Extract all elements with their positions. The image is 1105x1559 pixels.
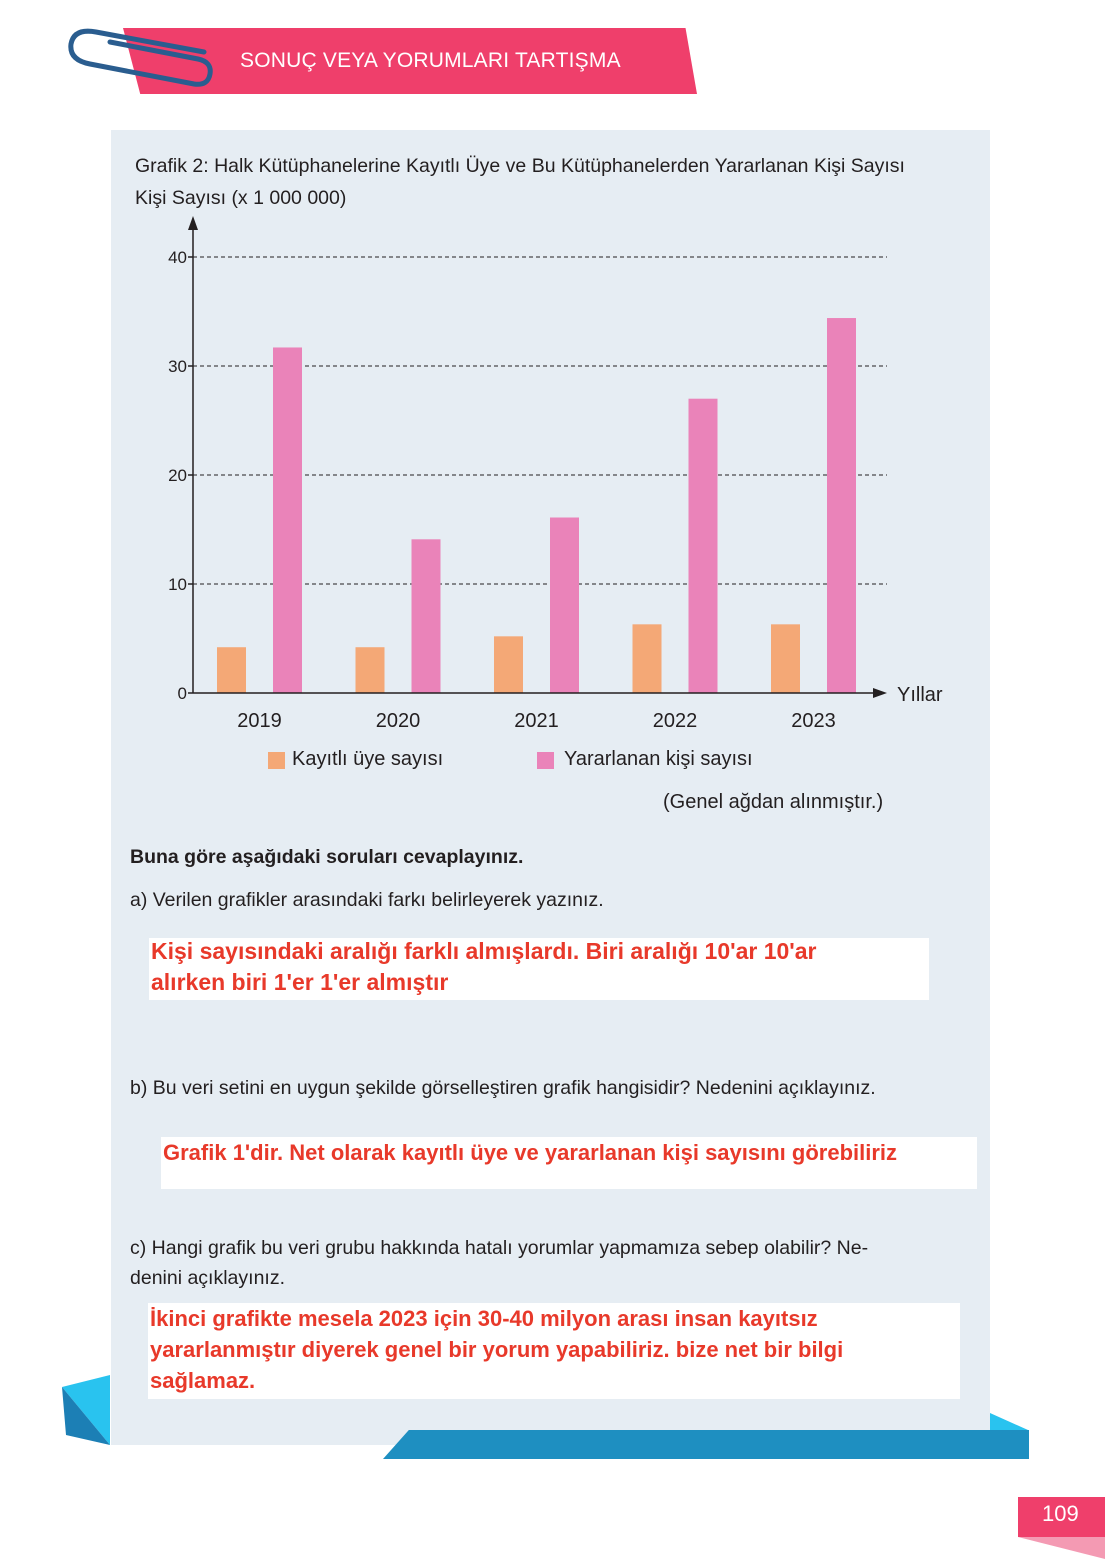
answer-a-line-1: Kişi sayısındaki aralığı farklı almışlardı. Biri aralığı 10'ar 10'ar [151,938,817,964]
bottom-decoration-bar [383,1430,1029,1459]
bar-kayitli-2022 [633,624,662,693]
y-tick-label: 10 [168,575,187,594]
bar-yararlanan-2020 [412,539,441,693]
bar-yararlanan-2021 [550,518,579,693]
question-c-line-1: c) Hangi grafik bu veri grubu hakkında hatalı yorumlar yapmamıza sebep olabilir? Ne- [130,1237,869,1259]
bar-kayitli-2021 [494,636,523,693]
legend-swatch-yararlanan [537,752,554,769]
x-axis-arrow [873,688,887,698]
questions-intro: Buna göre aşağıdaki soruları cevaplayınız. [130,846,524,868]
legend-label-yararlanan: Yararlanan kişi sayısı [564,748,753,770]
y-axis-label: Kişi Sayısı (x 1 000 000) [135,187,347,209]
page-number: 109 [1042,1501,1079,1526]
y-tick-label: 0 [177,684,187,703]
bar-kayitli-2019 [217,647,246,693]
x-tick-label: 2020 [375,710,421,732]
header-title: SONUÇ VEYA YORUMLARI TARTIŞMA [240,49,621,72]
y-tick-label: 40 [168,248,187,267]
y-axis-arrow [188,216,198,230]
source-note: (Genel ağdan alınmıştır.) [663,791,884,813]
bar-yararlanan-2023 [827,318,856,693]
answer-c-line-3: sağlamaz. [150,1368,256,1393]
bar-yararlanan-2019 [273,347,302,693]
x-axis-label: Yıllar [897,684,943,706]
answer-b-line: Grafik 1'dir. Net olarak kayıtlı üye ve yararlanan kişi sayısını görebiliriz [163,1140,898,1165]
x-tick-label: 2019 [237,710,282,732]
answer-a-box [149,938,929,1000]
question-c-line-2: denini açıklayınız. [130,1267,286,1289]
bar-kayitli-2023 [771,624,800,693]
question-b: b) Bu veri setini en uygun şekilde görselleştiren grafik hangisidir? Nedenini açıklayınız. [130,1077,876,1099]
y-tick-label: 30 [168,357,187,376]
y-tick-label: 20 [168,466,187,485]
chart-title: Grafik 2: Halk Kütüphanelerine Kayıtlı Üye ve Bu Kütüphanelerden Yararlanan Kişi Sayısı [135,155,905,177]
corner-decoration-left [62,1375,112,1445]
bar-kayitli-2020 [356,647,385,693]
answer-b-box [161,1137,977,1189]
answer-c-line-2: yararlanmıştır diyerek genel bir yorum yapabiliriz. bize net bir bilgi [150,1337,844,1362]
x-tick-label: 2023 [791,710,836,732]
legend-label-kayitli: Kayıtlı üye sayısı [292,748,444,770]
answer-a-line-2: alırken biri 1'er 1'er almıştır [151,969,449,995]
x-tick-label: 2021 [514,710,559,732]
answer-c-line-1: İkinci grafikte mesela 2023 için 30-40 milyon arası insan kayıtsız [150,1306,818,1331]
bar-yararlanan-2022 [689,399,718,693]
question-a: a) Verilen grafikler arasındaki farkı belirleyerek yazınız. [130,889,604,911]
bottom-corner-decoration [990,1413,1030,1433]
answer-c-box [148,1303,960,1399]
legend-swatch-kayitli [268,752,285,769]
x-tick-label: 2022 [652,710,698,732]
